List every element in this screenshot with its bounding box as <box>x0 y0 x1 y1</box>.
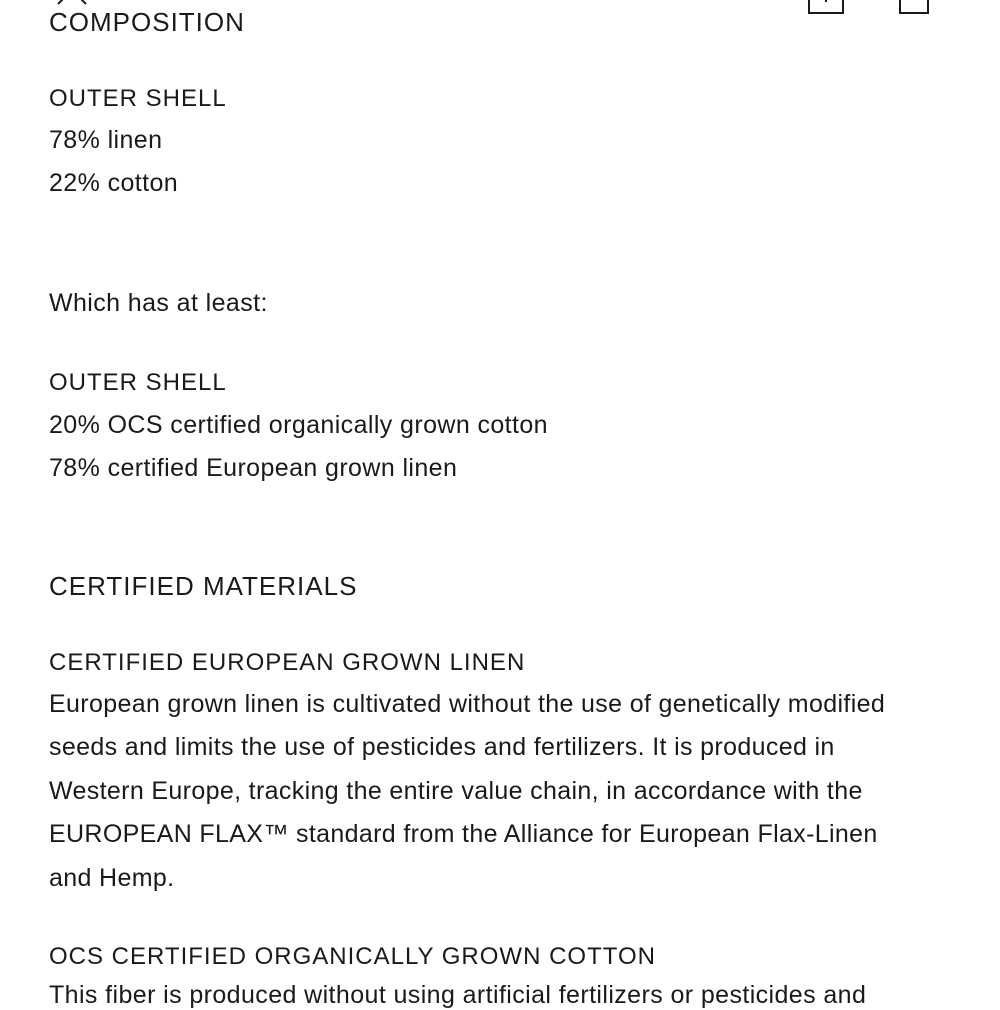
description-line: Western Europe, tracking the entire value chain, in accordance with the <box>49 776 863 805</box>
shopping-bag-icon[interactable] <box>897 0 931 16</box>
cotton-heading: OCS CERTIFIED ORGANICALLY GROWN COTTON <box>49 943 656 970</box>
description-line: EUROPEAN FLAX™ standard from the Alliance for European Flax-Linen <box>49 820 878 849</box>
description-line: seeds and limits the use of pesticides and fertilizers. It is produced in <box>49 733 835 762</box>
composition-item: 22% cotton <box>49 169 179 197</box>
description-line: European grown linen is cultivated without the use of genetically modified <box>49 690 886 718</box>
cotton-description: This fiber is produced without using artificial fertilizers or pesticides and <box>49 981 867 1009</box>
certified-item: 20% OCS certified organically grown cotton <box>49 411 548 439</box>
description-line: and Hemp. <box>49 863 175 892</box>
at-least-intro: Which has at least: <box>49 289 268 317</box>
certified-item: 78% certified European grown linen <box>49 454 458 482</box>
linen-heading: CERTIFIED EUROPEAN GROWN LINEN <box>49 649 526 676</box>
composition-title: COMPOSITION <box>49 7 245 37</box>
outer-shell-label: OUTER SHELL <box>49 85 227 112</box>
outer-shell-label: OUTER SHELL <box>49 369 227 396</box>
linen-description <box>49 683 964 900</box>
share-icon[interactable] <box>806 0 846 16</box>
certified-materials-title: CERTIFIED MATERIALS <box>49 571 358 601</box>
composition-item: 78% linen <box>49 126 163 154</box>
